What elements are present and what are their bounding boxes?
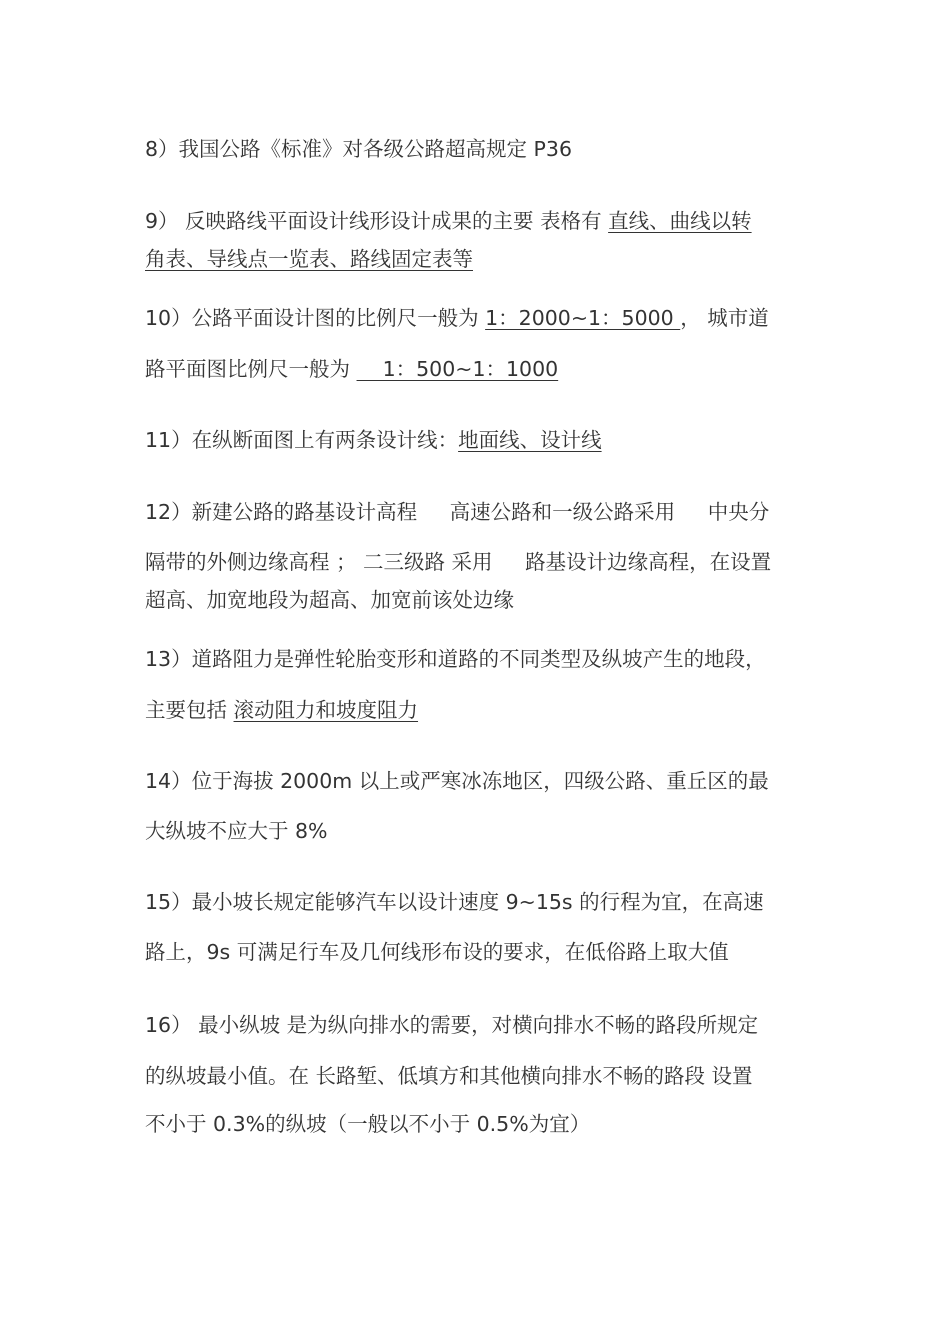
text-run: 16） 最小纵坡 是为纵向排水的需要，对横向排水不畅的路段所规定 xyxy=(145,1013,759,1037)
item-8-line-1 xyxy=(145,135,572,163)
item-13-line-2 xyxy=(145,696,418,724)
answer-underlined: 滚动阻力和坡度阻力 xyxy=(233,698,419,722)
text-run: 15）最小坡长规定能够汽车以设计速度 9~15s 的行程为宜，在高速 xyxy=(145,890,764,914)
text-run: 13）道路阻力是弹性轮胎变形和道路的不同类型及纵坡产生的地段， xyxy=(145,647,766,671)
item-11-line-1 xyxy=(145,426,602,454)
answer-underlined: 地面线、设计线 xyxy=(458,428,602,452)
item-15-line-2 xyxy=(145,938,729,966)
item-15-line-1 xyxy=(145,888,764,916)
item-16-line-1 xyxy=(145,1011,758,1039)
item-16-line-2 xyxy=(145,1062,753,1090)
text-run: 12）新建公路的路基设计高程 高速公路和一级公路采用 中央分 xyxy=(145,500,770,524)
item-14-line-1 xyxy=(145,767,769,795)
text-run: 11）在纵断面图上有两条设计线： xyxy=(145,428,459,452)
answer-underlined: 1：2000~1：5000 xyxy=(485,306,681,330)
item-12-line-1 xyxy=(145,498,769,526)
item-10-line-2 xyxy=(145,355,558,383)
text-run: 大纵坡不应大于 8% xyxy=(145,819,328,843)
item-14-line-2 xyxy=(145,817,328,845)
item-13-line-1 xyxy=(145,645,766,673)
item-10-line-1 xyxy=(145,304,769,332)
answer-underlined: 角表、导线点一览表、路线固定表等 xyxy=(145,247,473,271)
text-run: 的纵坡最小值。在 长路堑、低填方和其他横向排水不畅的路段 设置 xyxy=(145,1064,753,1088)
answer-underlined: 直线、曲线以转 xyxy=(608,209,752,233)
answer-underlined: 1：500~1：1000 xyxy=(356,357,559,381)
text-run: 9） 反映路线平面设计线形设计成果的主要 表格有 xyxy=(145,209,609,233)
text-run: 不小于 0.3%的纵坡（一般以不小于 0.5%为宜） xyxy=(145,1112,591,1136)
text-run: 主要包括 xyxy=(145,698,234,722)
text-run: 超高、加宽地段为超高、加宽前该处边缘 xyxy=(145,588,514,612)
text-run: 10）公路平面设计图的比例尺一般为 xyxy=(145,306,486,330)
item-16-line-3 xyxy=(145,1110,590,1138)
text-run: 隔带的外侧边缘高程 ； 二三级路 采用 路基设计边缘高程，在设置 xyxy=(145,550,772,574)
item-9-line-2 xyxy=(145,245,473,273)
text-run: ， 城市道 xyxy=(680,306,769,330)
text-run: 14）位于海拔 2000m 以上或严寒冰冻地区，四级公路、重丘区的最 xyxy=(145,769,769,793)
item-12-line-3 xyxy=(145,586,514,614)
text-run: 8）我国公路《标准》对各级公路超高规定 P36 xyxy=(145,137,573,161)
item-9-line-1 xyxy=(145,207,752,235)
text-run: 路上，9s 可满足行车及几何线形布设的要求，在低俗路上取大值 xyxy=(145,940,729,964)
item-12-line-2 xyxy=(145,548,771,576)
text-run: 路平面图比例尺一般为 xyxy=(145,357,357,381)
